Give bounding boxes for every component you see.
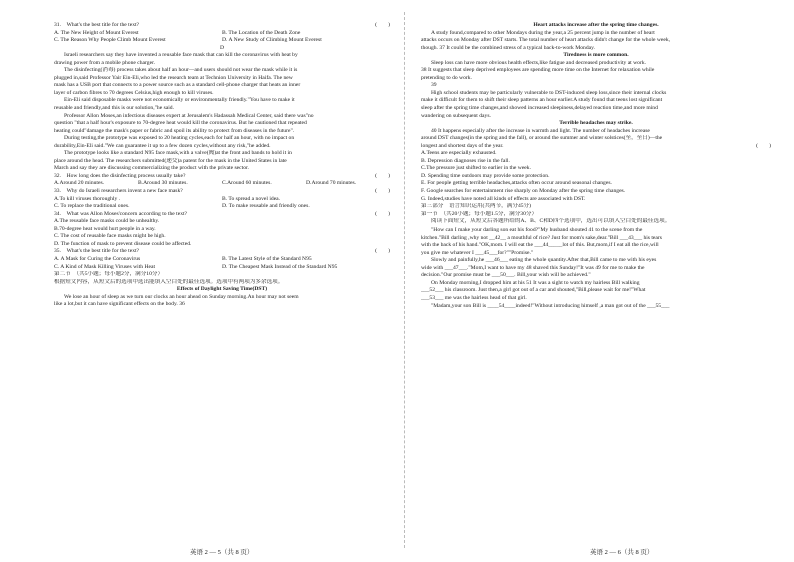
column-divider — [404, 12, 405, 548]
q31-stem: 31. What's the best title for the text? — [54, 22, 140, 28]
passage-line: 38 It suggests that sleep deprived employees are spending more time on the Internet for relaxation while — [421, 67, 655, 74]
q34-option-c: C. The cost of reusable face masks might be high. — [54, 233, 166, 240]
passage-line: drawing power from a mobile phone charger. — [54, 59, 156, 66]
passage-line: with the back of his hand."OK,mom. I will eat the ___44_____lot of this. But,mom,if I eat all the rice,will — [421, 242, 659, 249]
q32-option-d: D.Around 70 minutes. — [306, 180, 357, 187]
q35-option-b: B. The Latest Style of the Standard N95 — [222, 255, 312, 262]
question-31 — [54, 22, 390, 30]
passage-line: kitchen."Bill darling ,why not __42__ a mouthful of rice? Just for mom's sake,dear."Bill ___43___ his tears — [421, 234, 662, 241]
passage-line: March and say they are discussing commercializing the product with the private sector. — [54, 165, 249, 172]
passage-line: We lose an hour of sleep as we turn our clocks an hour ahead on Sunday morning.An hour may not seem — [64, 293, 299, 300]
option-d: D. Spending time outdoors may provide some protection. — [421, 172, 550, 179]
passage-line: though. 37 It could be the combined stress of a typical back-to-work Monday. — [421, 44, 595, 51]
section-1-instructions: 阅读下面短文，从短文后各题所给的A、B、C和D四个选项中，选出可以填入空白处的最佳选项。 — [431, 218, 671, 225]
q31-option-c: C. The Reason Why People Climb Mount Everest — [54, 37, 166, 44]
q33-option-a: A.To kill viruses thoroughly . — [54, 195, 121, 202]
left-column — [54, 22, 390, 309]
passage-line: decision."Our promise must be ___50___. Bill,your wish will be achieved." — [421, 272, 591, 279]
q32-stem: 32. How long does the disinfecting process usually take? — [54, 172, 186, 179]
section-1-title: 第一节 （共20小题；每小题1.5分，满分30分） — [421, 210, 538, 217]
option-e: E. For people getting terrible headaches,attacks often occur around seasonal changes. — [421, 180, 612, 187]
answer-bracket: ( ) — [756, 142, 771, 149]
question-32 — [54, 173, 390, 181]
q35-option-c: C. A Kind of Mask Killing Viruses with Heat — [54, 263, 156, 270]
passage-line: 40 It happens especially after the increase in warmth and light. The number of headaches increase — [431, 127, 650, 134]
q33-option-b: B. To spread a novel idea. — [222, 195, 281, 202]
passage-title-dst: Effects of Daylight Saving Time(DST) — [176, 286, 268, 293]
passage-line: wide with ___47___."Mom,I want to have my 48 shaved this Sunday!"It was 49 for me to make the — [421, 264, 645, 271]
section-2-title: 第二节 （共5小题；每小题2分，满分10分） — [54, 271, 164, 278]
passage-line: During testing,the prototype was exposed to 20 heating cycles,each for half an hour, with no impact on — [64, 135, 295, 142]
passage-line: around DST changes(in the spring and the fall), or around the summer and winter solstices(至，至日)—the — [421, 135, 663, 142]
passage-line: Ein-Eli said disposable masks were not economically or environmentally friendly."You have to make it — [64, 97, 295, 104]
q34-answer-bracket: ( ) — [375, 210, 390, 217]
q31-options-row1 — [54, 30, 390, 38]
passage-line: question "that a half hour's exposure to 70-degree heat would kill the coronavirus. But he cautioned that repeated — [54, 120, 307, 127]
passage-line: you give me whatever I ___45___for?""Promise." — [421, 249, 534, 256]
option-a: A.Teens are especially exhausted. — [421, 150, 497, 157]
q32-option-c: C.Around 60 minutes. — [222, 180, 272, 187]
passage-line: attacks occurs on Monday after DST starts. The total number of heart attacks didn't change for the whole week, — [421, 37, 671, 44]
q35-stem: 35. What's the best title for the text? — [54, 248, 140, 255]
passage-line: "Madam,your son Bill is ____54____indeed!"Without introducing himself ,a man got out of the ___55___ — [431, 302, 670, 309]
passage-line: longest and shortest days of the year. — [421, 142, 504, 149]
option-c: C.The pressure just shifted to earlier in the week. — [421, 165, 531, 172]
q35-answer-bracket: ( ) — [375, 248, 390, 255]
passage-line: plugged in,said Professor Yair Ein-Eli,who led the research team at Technion University in Haifa. The new — [54, 74, 293, 81]
passage-line: layer of carbon fibres to 70 degrees Celsius,high enough to kill viruses. — [54, 89, 214, 96]
q32-options — [54, 180, 390, 188]
q32-option-b: B.Around 30 minutes. — [138, 180, 188, 187]
q33-answer-bracket: ( ) — [375, 188, 390, 195]
passage-line: pretending to do work. — [421, 74, 472, 81]
passage-line: Sleep loss can have more obvious health effects,like fatigue and decreased productivity at work. — [431, 59, 647, 66]
passage-line: High school students may be particularly vulnerable to DST-induced sleep loss,since their internal clocks — [431, 89, 667, 96]
q34-option-d: D. The function of mask to prevent disease could be affected. — [54, 240, 192, 247]
passage-line: sleep after the spring time changes,and showed increased sleepiness,delayed reaction time,and more mind — [421, 105, 658, 112]
blank-39: 39 — [431, 82, 437, 89]
passage-line: durability,Ein-Eli said."We can guarantee it up to a few dozen cycles,without any risk,"he added. — [54, 142, 271, 149]
right-column — [421, 22, 771, 310]
q35-options-row1 — [54, 256, 390, 264]
passage-line: Slowly and painfully,he ___46___ eating the whole quantity.After that,Bill came to me with his eyes — [431, 257, 657, 264]
page-footer-right: 英语 2 — 6（共 8 页） — [590, 549, 654, 556]
passage-line: ___52___ his classroom. Just then,a girl got out of a car and shouted,"Bill,please wait for me!"What — [421, 287, 646, 294]
q33-options-row2 — [54, 203, 390, 211]
part-3-title: 第三部分 语言知识运用(共两节，满分45分) — [421, 203, 532, 210]
passage-line: On Monday morning,I dropped him at his 51 It was a sight to watch my hairless Bill walking — [431, 279, 640, 286]
passage-line: place around the head. The researchers submitted(递交)a patent for the mask in the United States in late — [54, 157, 287, 164]
q34-option-a: A.The reusable face masks could be unhealthy. — [54, 218, 160, 225]
question-33 — [54, 188, 390, 196]
q33-option-d: D. To make reusable and friendly ones. — [222, 203, 310, 210]
section-2-instructions: 根据短文内容，从短文后的选项中选出能填入空白处的最佳选项。选项中有两项为多余选项。 — [54, 278, 284, 285]
q31-option-a: A. The New Height of Mount Everest — [54, 29, 139, 36]
passage-line: reusable and friendly,and this is our solution,"he said. — [54, 105, 174, 112]
option-b: B. Depression diagnoses rise in the fall. — [421, 157, 510, 164]
passage-line: wandering on subsequent days. — [421, 112, 491, 119]
passage-line: make it difficult for them to shift their sleep patterns an hour earlier.A study found that teens lost significant — [421, 97, 663, 104]
passage-line: The prototype looks like a standard N95 face mask,with a valve(阀)at the front and bands to hold it in — [64, 150, 292, 157]
q31-answer-bracket: ( ) — [375, 22, 390, 28]
q31-option-d: D. A New Study of Climbing Mount Everest — [222, 37, 322, 44]
option-g: G. Indeed,studies have noted all kinds of effects are associated with DST. — [421, 195, 586, 202]
passage-line: A study found,compared to other Mondays during the year,a 25 percent jump in the number of heart — [431, 29, 655, 36]
passage-line: "How can I make your darling son eat his food?"My husband shouted 41 to the scene from the — [431, 227, 643, 234]
question-34 — [54, 211, 390, 219]
passage-line: The disinfecting(消毒) process takes about half an hour—and users should not wear the mask while it is — [64, 67, 298, 74]
q33-option-c: C. To replace the traditional ones. — [54, 203, 130, 210]
passage-line-with-bracket — [421, 143, 771, 151]
passage-line: ___53___ me was the hairless head of that girl. — [421, 294, 527, 301]
option-f: F. Google searches for entertainment rise sharply on Monday after the spring time changes. — [421, 188, 626, 195]
passage-line: Israeli researchers say they have invented a reusable face mask that can kill the coronavirus with heat by — [64, 52, 298, 59]
heading-tiredness: Tiredness is more common. — [563, 52, 629, 59]
q31-options-row2 — [54, 37, 390, 45]
q34-stem: 34. What was Allon Moses'concern according to the text? — [54, 210, 188, 217]
passage-line: mask has a USB port that connects to a power source such as a standard cell-phone charger that heats an inner — [54, 82, 301, 89]
q31-handwritten-answer: D — [219, 44, 225, 51]
passage-line: Professor Allon Moses,an infectious diseases expert at Jerusalem's Hadassah Medical Center, said there was"no — [64, 112, 314, 119]
q34-option-b: B.70-degree heat would hurt people in a way. — [54, 225, 156, 232]
heading-heart-attacks: Heart attacks increase after the spring time changes. — [533, 22, 659, 28]
q33-options-row1 — [54, 196, 390, 204]
q35-option-d: D. The Cheapest Mask Instead of the Standard N95 — [222, 263, 338, 270]
passage-line: heating could"damage the mask's paper or fabric and spoil its ability to protect from diseases in the future". — [54, 127, 295, 134]
passage-face-mask — [54, 52, 390, 173]
q31-option-b: B. The Location of the Death Zone — [222, 29, 301, 36]
q35-options-row2 — [54, 264, 390, 272]
question-35 — [54, 248, 390, 256]
q32-answer-bracket: ( ) — [375, 172, 390, 179]
page-footer-left: 英语 2 — 5（共 8 页） — [190, 549, 254, 556]
q35-option-a: A. A Mask for Curing the Coronavirus — [54, 255, 141, 262]
heading-headaches: Terrible headaches may strike. — [559, 120, 633, 127]
passage-line: like a lot,but it can have significant effects on the body. 36 — [54, 301, 185, 308]
q33-stem: 33. Why do Israeli researchers invent a new face mask? — [54, 188, 183, 195]
q32-option-a: A.Around 20 minutes. — [54, 180, 105, 187]
